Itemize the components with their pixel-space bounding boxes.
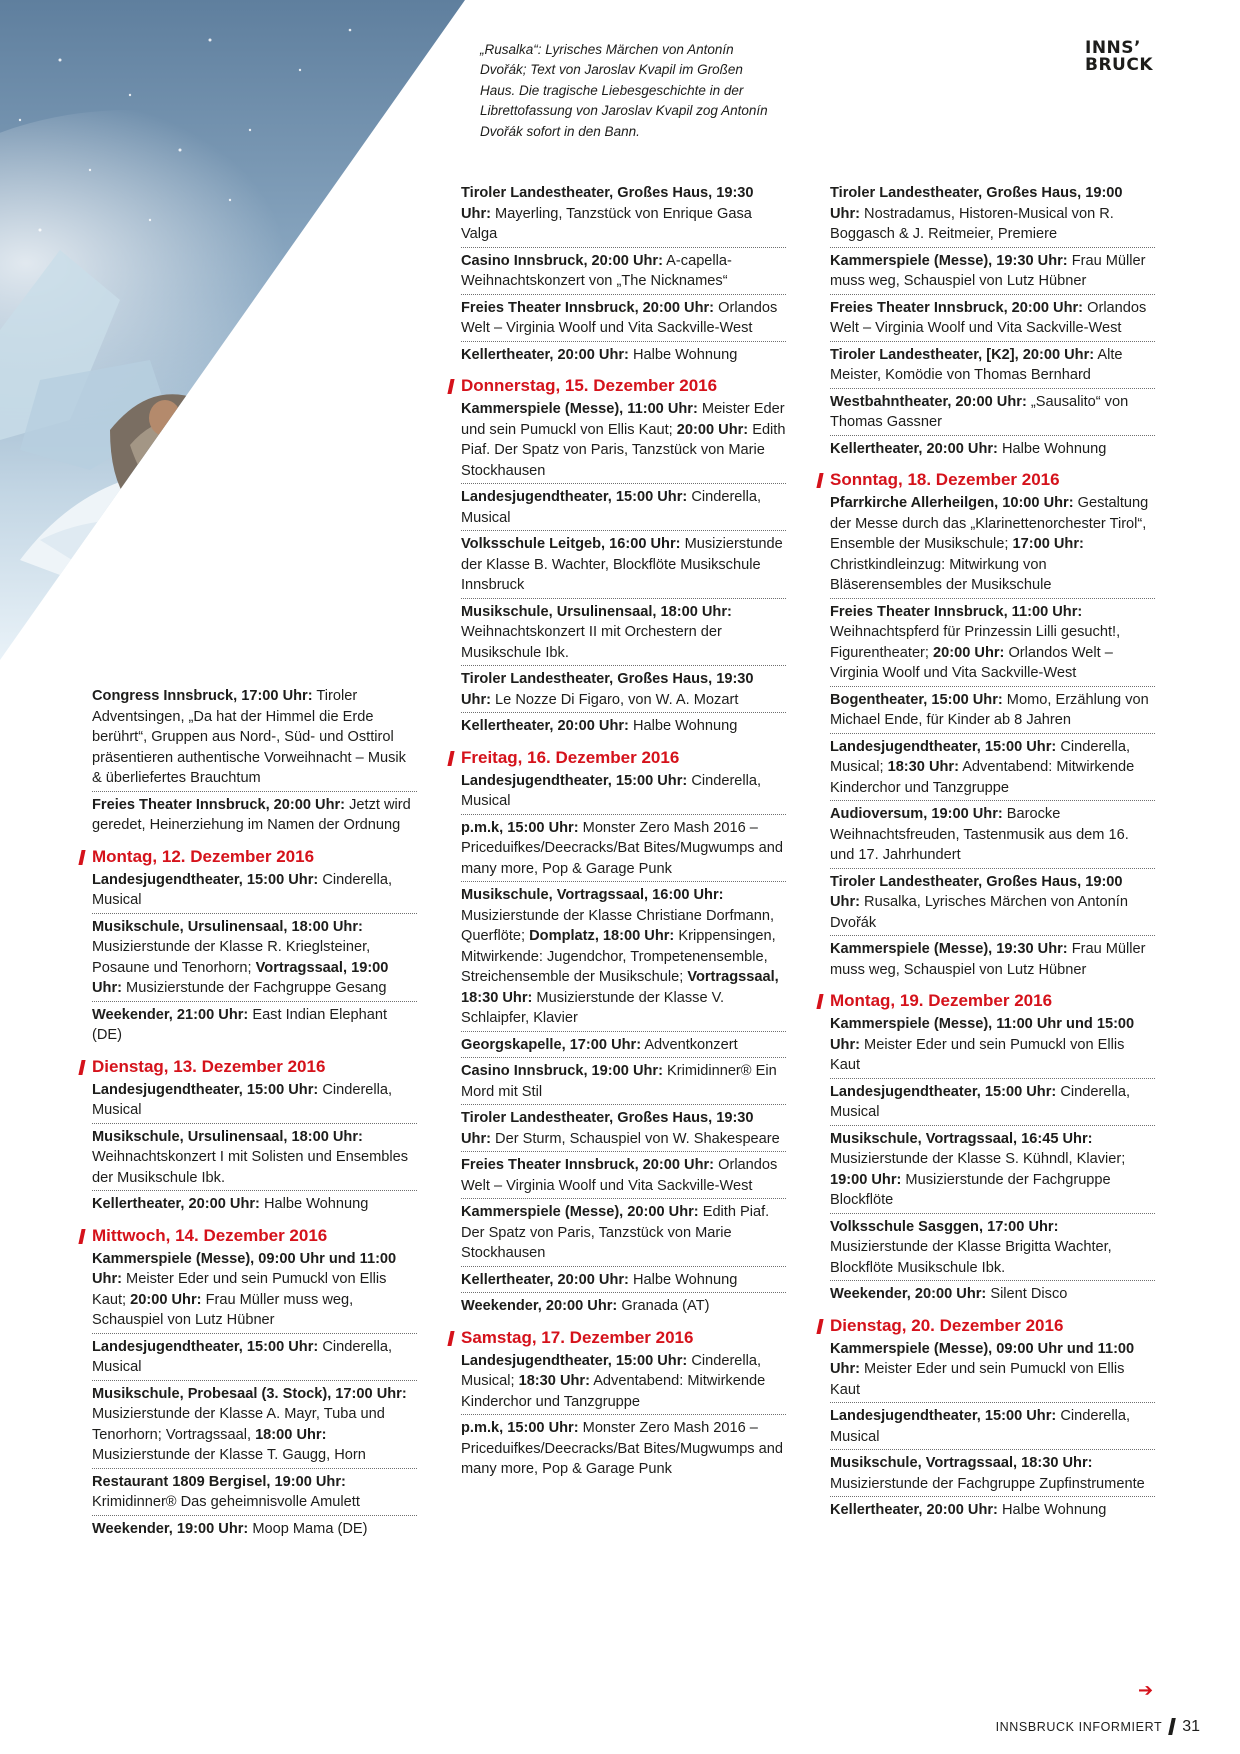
event-description: Orlandos Welt – Virginia Woolf und Vita Sackville-West [830, 299, 1147, 336]
event-entry [461, 1060, 786, 1105]
day-heading-text: Montag, 19. Dezember 2016 [830, 991, 1053, 1010]
event-entry [461, 182, 786, 248]
event-description: A-capella-Weihnachtskonzert von „The Nicknames“ [461, 252, 732, 289]
event-description: Cinderella, Musical; [461, 1352, 762, 1389]
event-entry [830, 1338, 1155, 1404]
event-description: Weihnachtskonzert II mit Orchestern der Musikschule Ibk. [461, 624, 722, 661]
event-venue-time: Kellertheater, 20:00 Uhr: [92, 1196, 260, 1212]
event-entry [92, 1193, 417, 1217]
heading-marker [447, 1331, 454, 1346]
event-entry [92, 1126, 417, 1192]
event-venue-time: Westbahntheater, 20:00 Uhr: [830, 393, 1027, 410]
event-description: Krimidinner® Das geheimnisvolle Amulett [92, 1494, 360, 1510]
event-description: Monster Zero Mash 2016 – Priceduifkes/Deecracks/Bat Bites/Mugwumps and many more, Pop & Garage Punk [461, 1420, 784, 1477]
event-description: Mayerling, Tanzstück von Enrique Gasa Valga [461, 205, 752, 242]
heading-marker [447, 751, 454, 766]
heading-marker [78, 850, 85, 865]
day-section [92, 1224, 417, 1542]
day-heading [80, 845, 417, 868]
day-heading [80, 1055, 417, 1078]
event-description: Cinderella, Musical [92, 1081, 393, 1118]
event-description: Frau Müller muss weg, Schauspiel von Lutz Hübner [92, 1291, 354, 1328]
day-section [92, 685, 417, 838]
event-description: Weihnachtspferd für Prinzessin Lilli gesucht!, Figurentheater; [830, 624, 1121, 661]
event-venue-time: Kammerspiele (Messe), 09:00 Uhr und 11:00 Uhr: [830, 1340, 1135, 1377]
event-description: Musizierstunde der Fachgruppe Zupfinstrumente [830, 1475, 1145, 1492]
event-entry [830, 736, 1155, 802]
day-heading [80, 1224, 417, 1247]
event-description: Cinderella, Musical; [830, 738, 1131, 775]
event-venue-time: Landesjugendtheater, 15:00 Uhr: [92, 1338, 319, 1355]
event-description: Musizierstunde der Fachgruppe Gesang [122, 980, 387, 996]
event-entry [830, 344, 1155, 389]
event-venue-time: Vortragssaal, 19:00 Uhr: [92, 959, 389, 996]
day-section [461, 374, 786, 739]
event-entry [830, 1283, 1155, 1307]
event-entry [92, 1518, 417, 1542]
event-venue-time: Tiroler Landestheater, Großes Haus, 19:30 Uhr: [461, 671, 754, 708]
day-section [830, 1314, 1155, 1523]
event-venue-time: Weekender, 21:00 Uhr: [92, 1006, 249, 1023]
event-entry [830, 182, 1155, 248]
event-venue-time: Kammerspiele (Messe), 09:00 Uhr und 11:00 Uhr: [92, 1250, 397, 1287]
event-venue-time: 18:00 Uhr: [255, 1426, 327, 1443]
event-entry [830, 1013, 1155, 1079]
event-description: Krimidinner® Ein Mord mit Stil [461, 1063, 777, 1100]
event-description: Granada (AT) [617, 1298, 710, 1314]
event-venue-time: Casino Innsbruck, 20:00 Uhr: [461, 252, 663, 269]
event-description: Musizierstunde der Klasse B. Wachter, Blockflöte Musikschule Innsbruck [461, 536, 783, 593]
event-description: Tiroler Adventsingen, „Da hat der Himmel die Erde berührt“, Gruppen aus Nord-, Süd- und Osttirol präsentieren authentische Vorweihnacht – Musik & überliefertes Brauchtum [92, 688, 406, 786]
innsbruck-logo [1085, 40, 1153, 74]
event-entry [830, 1405, 1155, 1450]
event-description: Frau Müller muss weg, Schauspiel von Lutz Hübner [830, 252, 1146, 289]
event-entry [461, 1295, 786, 1319]
event-entry [830, 938, 1155, 982]
event-description: Orlandos Welt – Virginia Woolf und Vita Sackville-West [830, 644, 1113, 681]
day-heading [449, 1326, 786, 1349]
event-venue-time: Landesjugendtheater, 15:00 Uhr: [461, 489, 688, 505]
event-description: „Sausalito“ von Thomas Gassner [830, 393, 1129, 430]
event-description: Cinderella, Musical [461, 489, 762, 526]
event-venue-time: Landesjugendtheater, 15:00 Uhr: [830, 738, 1057, 755]
event-description: Musizierstunde der Klasse Brigitta Wachter, Blockflöte Musikschule Ibk. [830, 1239, 1112, 1276]
day-section [830, 989, 1155, 1307]
event-venue-time: Musikschule, Probesaal (3. Stock), 17:00 Uhr: [92, 1385, 407, 1402]
event-entry [92, 916, 417, 1002]
event-description: Musizierstunde der Klasse Christiane Dorfmann, Querflöte; [461, 907, 775, 944]
event-description: Adventkonzert [641, 1036, 738, 1053]
event-entry [830, 250, 1155, 295]
event-description: Halbe Wohnung [628, 718, 738, 734]
event-venue-time: Kellertheater, 20:00 Uhr: [461, 1271, 629, 1288]
event-venue-time: Musikschule, Vortragssaal, 18:30 Uhr: [830, 1455, 1093, 1471]
event-entry [92, 794, 417, 838]
event-description: Cinderella, Musical [461, 772, 762, 809]
event-venue-time: Volksschule Leitgeb, 16:00 Uhr: [461, 536, 681, 552]
event-venue-time: 18:30 Uhr: [518, 1373, 590, 1389]
day-heading-text: Montag, 12. Dezember 2016 [92, 846, 315, 866]
event-description: Barocke Weihnachtsfreuden, Tastenmusik aus dem 16. und 17. Jahrhundert [830, 806, 1129, 863]
event-description: Musizierstunde der Klasse R. Krieglsteiner, Posaune und Tenorhorn; [92, 939, 371, 976]
event-entry [461, 486, 786, 531]
event-description: Silent Disco [986, 1286, 1068, 1302]
event-description: Adventabend: Mitwirkende Kinderchor und Tanzgruppe [830, 759, 1135, 796]
event-entry [92, 1336, 417, 1381]
day-heading-text: Freitag, 16. Dezember 2016 [461, 747, 680, 767]
event-entry [830, 1081, 1155, 1126]
heading-marker [816, 473, 823, 488]
event-column-left [92, 685, 417, 1548]
event-description: Alte Meister, Komödie von Thomas Bernhard [830, 346, 1123, 383]
event-entry [461, 297, 786, 342]
event-description: Der Sturm, Schauspiel von W. Shakespeare [491, 1130, 780, 1147]
day-heading-text: Donnerstag, 15. Dezember 2016 [461, 376, 718, 395]
heading-marker [447, 379, 454, 394]
event-description: Cinderella, Musical [92, 1338, 393, 1375]
day-heading-text: Samstag, 17. Dezember 2016 [461, 1327, 694, 1347]
event-venue-time: Weekender, 20:00 Uhr: [461, 1298, 618, 1314]
event-column-right [830, 182, 1155, 1530]
event-venue-time: Landesjugendtheater, 15:00 Uhr: [92, 871, 319, 888]
event-entry [461, 1269, 786, 1294]
event-entry [461, 398, 786, 484]
event-venue-time: p.m.k, 15:00 Uhr: [461, 819, 579, 836]
day-heading [818, 468, 1155, 491]
day-section [92, 1055, 417, 1217]
event-venue-time: Landesjugendtheater, 15:00 Uhr: [461, 772, 688, 789]
event-venue-time: Volksschule Sasggen, 17:00 Uhr: [830, 1218, 1059, 1235]
event-venue-time: Kammerspiele (Messe), 11:00 Uhr und 15:00 Uhr: [830, 1016, 1135, 1053]
event-entry [830, 689, 1155, 734]
day-heading-text: Mittwoch, 14. Dezember 2016 [92, 1225, 328, 1245]
event-venue-time: Kammerspiele (Messe), 20:00 Uhr: [461, 1204, 699, 1220]
event-description: Monster Zero Mash 2016 – Priceduifkes/Deecracks/Bat Bites/Mugwumps and many more, Pop & Garage Punk [461, 819, 784, 877]
event-entry [830, 1452, 1155, 1497]
event-entry [830, 601, 1155, 687]
event-description: Musizierstunde der Fachgruppe Blockflöte [830, 1171, 1111, 1208]
event-description: Cinderella, Musical [830, 1408, 1131, 1445]
event-entry [461, 1154, 786, 1199]
event-venue-time: Kellertheater, 20:00 Uhr: [461, 346, 629, 363]
event-venue-time: Tiroler Landestheater, Großes Haus, 19:00 Uhr: [830, 873, 1123, 910]
event-description: Musizierstunde der Klasse T. Gaugg, Horn [92, 1447, 366, 1463]
event-description: Adventabend: Mitwirkende Kinderchor und Tanzgruppe [461, 1373, 766, 1410]
event-venue-time: Kammerspiele (Messe), 19:30 Uhr: [830, 941, 1068, 957]
event-venue-time: Landesjugendtheater, 15:00 Uhr: [830, 1083, 1057, 1100]
day-section [461, 1326, 786, 1482]
event-venue-time: Musikschule, Vortragssaal, 16:45 Uhr: [830, 1130, 1093, 1147]
day-heading [449, 746, 786, 769]
event-description: Momo, Erzählung von Michael Ende, für Kinder ab 8 Jahren [830, 691, 1149, 728]
event-venue-time: Musikschule, Ursulinensaal, 18:00 Uhr: [461, 603, 732, 620]
event-entry [830, 391, 1155, 436]
event-venue-time: Weekender, 20:00 Uhr: [830, 1286, 987, 1302]
event-description: Moop Mama (DE) [248, 1520, 368, 1537]
event-description: Musizierstunde der Klasse S. Kühndl, Klavier; [830, 1151, 1126, 1167]
event-description: Halbe Wohnung [997, 440, 1107, 457]
event-entry [461, 817, 786, 883]
event-entry [830, 438, 1155, 462]
day-heading [818, 1314, 1155, 1337]
event-description: Meister Eder und sein Pumuckl von Ellis Kaut; [461, 401, 785, 438]
event-entry [92, 1004, 417, 1048]
heading-marker [78, 1229, 85, 1244]
event-description: Halbe Wohnung [628, 346, 738, 363]
event-venue-time: Tiroler Landestheater, Großes Haus, 19:30 Uhr: [461, 185, 754, 222]
event-description: Rusalka, Lyrisches Märchen von Antonín Dvořák [830, 894, 1128, 931]
event-venue-time: Georgskapelle, 17:00 Uhr: [461, 1036, 642, 1053]
event-entry [830, 1499, 1155, 1523]
event-venue-time: Kellertheater, 20:00 Uhr: [461, 718, 629, 734]
event-venue-time: Kellertheater, 20:00 Uhr: [830, 1502, 998, 1518]
event-venue-time: p.m.k, 15:00 Uhr: [461, 1420, 579, 1436]
event-venue-time: Vortragssaal, 18:30 Uhr: [461, 969, 779, 1006]
event-venue-time: Weekender, 19:00 Uhr: [92, 1520, 249, 1537]
event-venue-time: Casino Innsbruck, 19:00 Uhr: [461, 1063, 663, 1079]
event-description: Musizierstunde der Klasse A. Mayr, Tuba und Tenorhorn; Vortragssaal, [92, 1406, 385, 1443]
event-venue-time: Freies Theater Innsbruck, 20:00 Uhr: [92, 796, 346, 813]
event-entry [92, 685, 417, 792]
event-description: Edith Piaf. Der Spatz von Paris, Tanzstück von Marie Stockhausen [461, 421, 786, 479]
event-venue-time: Landesjugendtheater, 15:00 Uhr: [92, 1081, 319, 1098]
event-venue-time: 20:00 Uhr: [933, 644, 1005, 661]
day-section [461, 746, 786, 1319]
event-description: Halbe Wohnung [259, 1196, 369, 1212]
event-venue-time: Pfarrkirche Allerheilgen, 10:00 Uhr: [830, 495, 1074, 511]
publication-name: INNSBRUCK INFORMIERT [995, 1720, 1163, 1734]
event-description: Halbe Wohnung [997, 1502, 1107, 1518]
event-entry [830, 803, 1155, 869]
logo-line-1: INNS’ [1085, 38, 1141, 58]
event-entry [830, 1128, 1155, 1214]
event-venue-time: Landesjugendtheater, 15:00 Uhr: [461, 1352, 688, 1369]
event-description: Orlandos Welt – Virginia Woolf und Vita Sackville-West [461, 1157, 778, 1194]
event-venue-time: Musikschule, Ursulinensaal, 18:00 Uhr: [92, 1128, 363, 1145]
event-description: Gestaltung der Messe durch das „Klarinettenorchester Tirol“, Ensemble der Musikschule; [830, 495, 1149, 552]
event-description: Le Nozze Di Figaro, von W. A. Mozart [491, 691, 739, 708]
day-heading-text: Dienstag, 20. Dezember 2016 [830, 1315, 1064, 1335]
event-venue-time: Freies Theater Innsbruck, 11:00 Uhr: [830, 603, 1083, 620]
event-entry [461, 533, 786, 599]
event-venue-time: Domplatz, 18:00 Uhr: [529, 928, 675, 944]
event-entry [92, 1079, 417, 1124]
event-venue-time: Landesjugendtheater, 15:00 Uhr: [830, 1408, 1057, 1424]
event-entry [461, 1350, 786, 1416]
event-description: Weihnachtskonzert I mit Solisten und Ensembles der Musikschule Ibk. [92, 1149, 409, 1186]
event-venue-time: Freies Theater Innsbruck, 20:00 Uhr: [461, 1157, 715, 1173]
event-venue-time: Kammerspiele (Messe), 19:30 Uhr: [830, 252, 1068, 269]
event-entry [92, 1248, 417, 1334]
event-venue-time: 20:00 Uhr: [130, 1291, 202, 1308]
day-section [830, 468, 1155, 982]
heading-marker [816, 994, 823, 1009]
event-entry [461, 250, 786, 295]
event-entry [461, 1034, 786, 1059]
rusalka-stage-photo [0, 0, 465, 660]
event-entry [461, 344, 786, 368]
event-venue-time: Tiroler Landestheater, Großes Haus, 19:30 Uhr: [461, 1110, 754, 1147]
event-entry [461, 1201, 786, 1267]
event-entry [92, 869, 417, 914]
event-entry [461, 1107, 786, 1152]
day-heading-text: Dienstag, 13. Dezember 2016 [92, 1056, 326, 1076]
event-description: Christkindleinzug: Mitwirkung von Bläserensembles der Musikschule [830, 556, 1052, 593]
event-entry [461, 884, 786, 1032]
event-venue-time: Tiroler Landestheater, Großes Haus, 19:00 Uhr: [830, 185, 1123, 222]
event-entry [461, 715, 786, 739]
event-entry [461, 770, 786, 815]
event-venue-time: Kellertheater, 20:00 Uhr: [830, 440, 998, 457]
event-venue-time: Tiroler Landestheater, [K2], 20:00 Uhr: [830, 346, 1095, 363]
event-description: Meister Eder und sein Pumuckl von Ellis Kaut; [92, 1271, 387, 1308]
event-venue-time: Congress Innsbruck, 17:00 Uhr: [92, 688, 313, 704]
event-description: Orlandos Welt – Virginia Woolf und Vita Sackville-West [461, 299, 778, 336]
event-entry [461, 601, 786, 667]
day-section [830, 182, 1155, 461]
day-heading-text: Sonntag, 18. Dezember 2016 [830, 470, 1060, 489]
event-description: Frau Müller muss weg, Schauspiel von Lutz Hübner [830, 941, 1146, 978]
event-entry [830, 871, 1155, 937]
event-description: Nostradamus, Historen-Musical von R. Boggasch & J. Reitmeier, Premiere [830, 205, 1114, 242]
event-description: Edith Piaf. Der Spatz von Paris, Tanzstück von Marie Stockhausen [461, 1204, 770, 1261]
heading-marker [78, 1060, 85, 1075]
event-description: East Indian Elephant (DE) [92, 1006, 388, 1043]
event-entry [830, 492, 1155, 599]
event-venue-time: 19:00 Uhr: [830, 1171, 902, 1188]
day-section [461, 182, 786, 367]
day-section [92, 845, 417, 1048]
event-description: Musizierstunde der Klasse V. Schlaipfer, Klavier [461, 989, 725, 1026]
event-venue-time: Musikschule, Vortragssaal, 16:00 Uhr: [461, 887, 724, 903]
event-venue-time: Freies Theater Innsbruck, 20:00 Uhr: [461, 299, 715, 316]
event-venue-time: Freies Theater Innsbruck, 20:00 Uhr: [830, 299, 1084, 316]
page-number: 31 [1182, 1718, 1200, 1735]
event-description: Jetzt wird geredet, Heinerziehung im Namen der Ordnung [92, 796, 411, 833]
event-entry [830, 1216, 1155, 1282]
footer-divider [1168, 1718, 1176, 1735]
event-entry [92, 1471, 417, 1516]
event-venue-time: Kammerspiele (Messe), 11:00 Uhr: [461, 401, 698, 417]
event-venue-time: Audioversum, 19:00 Uhr: [830, 806, 1003, 822]
event-venue-time: 20:00 Uhr: [676, 421, 749, 438]
page-footer [996, 1718, 1200, 1736]
photo-caption: „Rusalka“: Lyrisches Märchen von Antonín Dvořák; Text von Jaroslav Kvapil im Großen Haus. Die tragische Liebesgeschichte in der Librettofassung von Jaroslav Kvapil zog Antonín Dvořák sofort in den Bann. [480, 42, 768, 139]
event-description: Cinderella, Musical [830, 1083, 1131, 1120]
logo-line-2: BRUCK [1085, 55, 1154, 75]
event-entry [461, 668, 786, 713]
event-entry [461, 1417, 786, 1482]
event-column-middle [461, 182, 786, 1489]
event-venue-time: Bogentheater, 15:00 Uhr: [830, 691, 1003, 708]
day-heading [818, 989, 1155, 1012]
event-description: Cinderella, Musical [92, 871, 393, 908]
day-heading [449, 374, 786, 397]
event-venue-time: Restaurant 1809 Bergisel, 19:00 Uhr: [92, 1473, 346, 1490]
event-venue-time: 17:00 Uhr: [1012, 536, 1084, 552]
event-description: Meister Eder und sein Pumuckl von Ellis Kaut [830, 1036, 1125, 1073]
event-entry [830, 297, 1155, 342]
event-entry [92, 1383, 417, 1469]
event-description: Krippensingen, Mitwirkende: Jugendchor, Trompetenensemble, Streichensemble der Musikschule; [461, 928, 776, 985]
continue-arrow-icon: ➔ [1138, 1680, 1154, 1700]
event-venue-time: Musikschule, Ursulinensaal, 18:00 Uhr: [92, 918, 363, 935]
heading-marker [816, 1319, 823, 1334]
event-venue-time: 18:30 Uhr: [887, 759, 959, 775]
event-description: Halbe Wohnung [628, 1271, 738, 1288]
event-description: Meister Eder und sein Pumuckl von Ellis Kaut [830, 1361, 1125, 1398]
